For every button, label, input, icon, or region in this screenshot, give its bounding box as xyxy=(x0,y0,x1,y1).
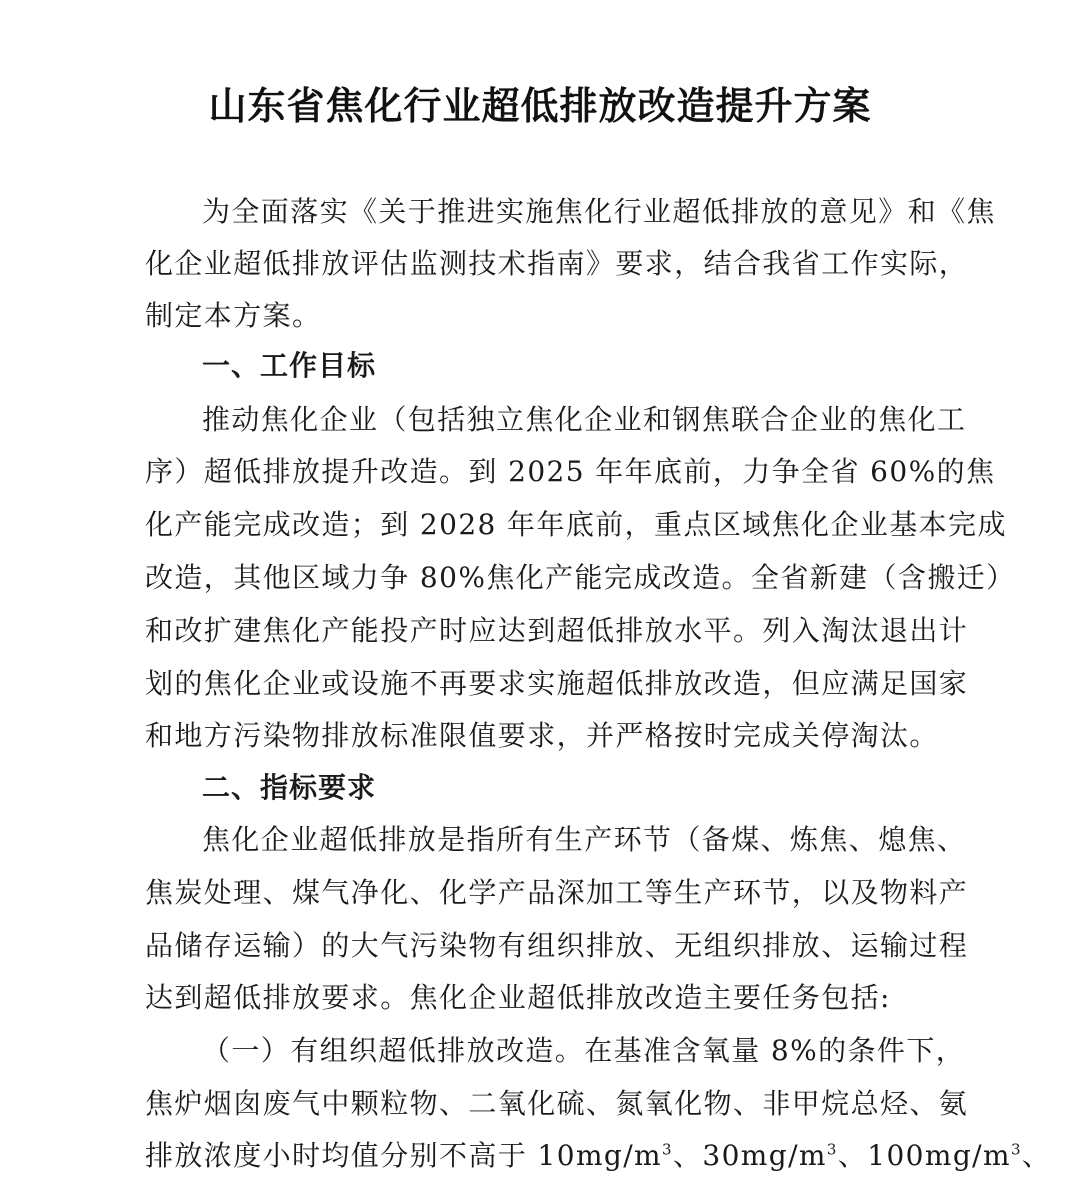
paragraph-line: 制定本方案。 xyxy=(145,299,322,332)
paragraph-line: 焦化企业超低排放是指所有生产环节（备煤、炼焦、熄焦、 xyxy=(202,823,967,856)
paragraph-line: 序）超低排放提升改造。到 2025 年年底前，力争全省 60%的焦 xyxy=(145,455,996,488)
separator: 、 xyxy=(672,1139,703,1172)
paragraph-line: 化企业超低排放评估监测技术指南》要求，结合我省工作实际， xyxy=(145,247,969,280)
superscript: 3 xyxy=(826,1140,838,1159)
paragraph-line: 品储存运输）的大气污染物有组织排放、无组织排放、运输过程 xyxy=(145,929,969,962)
section-heading-requirements: 二、指标要求 xyxy=(202,771,377,804)
paragraph-line: 划的焦化企业或设施不再要求实施超低排放改造，但应满足国家 xyxy=(145,667,969,700)
limit-value-particulate: 10mg/m xyxy=(537,1139,663,1172)
paragraph-line: 为全面落实《关于推进实施焦化行业超低排放的意见》和《焦 xyxy=(202,195,996,228)
superscript: 3 xyxy=(1010,1140,1022,1159)
separator: 、 xyxy=(837,1139,868,1172)
document-title: 山东省焦化行业超低排放改造提升方案 xyxy=(208,83,872,128)
separator: 、 xyxy=(1021,1139,1052,1172)
superscript: 3 xyxy=(662,1140,673,1159)
paragraph-line: 和地方污染物排放标准限值要求，并严格按时完成关停淘汰。 xyxy=(145,719,939,752)
paragraph-line: 和改扩建焦化产能投产时应达到超低排放水平。列入淘汰退出计 xyxy=(145,614,969,647)
paragraph-line: 焦炉烟囱废气中颗粒物、二氧化硫、氮氧化物、非甲烷总烃、氨 xyxy=(145,1087,969,1120)
paragraph-line: 达到超低排放要求。焦化企业超低排放改造主要任务包括: xyxy=(145,981,891,1014)
paragraph-line: 焦炭处理、煤气净化、化学产品深加工等生产环节，以及物料产 xyxy=(145,876,969,909)
emission-limit-prefix: 排放浓度小时均值分别不高于 xyxy=(145,1139,538,1172)
limit-value-so2: 30mg/m xyxy=(702,1139,827,1172)
paragraph-line: （一）有组织超低排放改造。在基准含氧量 8%的条件下， xyxy=(202,1034,966,1067)
paragraph-line: 化产能完成改造；到 2028 年年底前，重点区域焦化企业基本完成 xyxy=(145,508,1007,541)
limit-value-nox: 100mg/m xyxy=(867,1139,1011,1172)
section-heading-goals: 一、工作目标 xyxy=(202,349,377,382)
paragraph-line: 推动焦化企业（包括独立焦化企业和钢焦联合企业的焦化工 xyxy=(202,403,967,436)
paragraph-line-last xyxy=(145,1136,1051,1176)
paragraph-line: 改造，其他区域力争 80%焦化产能完成改造。全省新建（含搬迁） xyxy=(145,561,1016,594)
